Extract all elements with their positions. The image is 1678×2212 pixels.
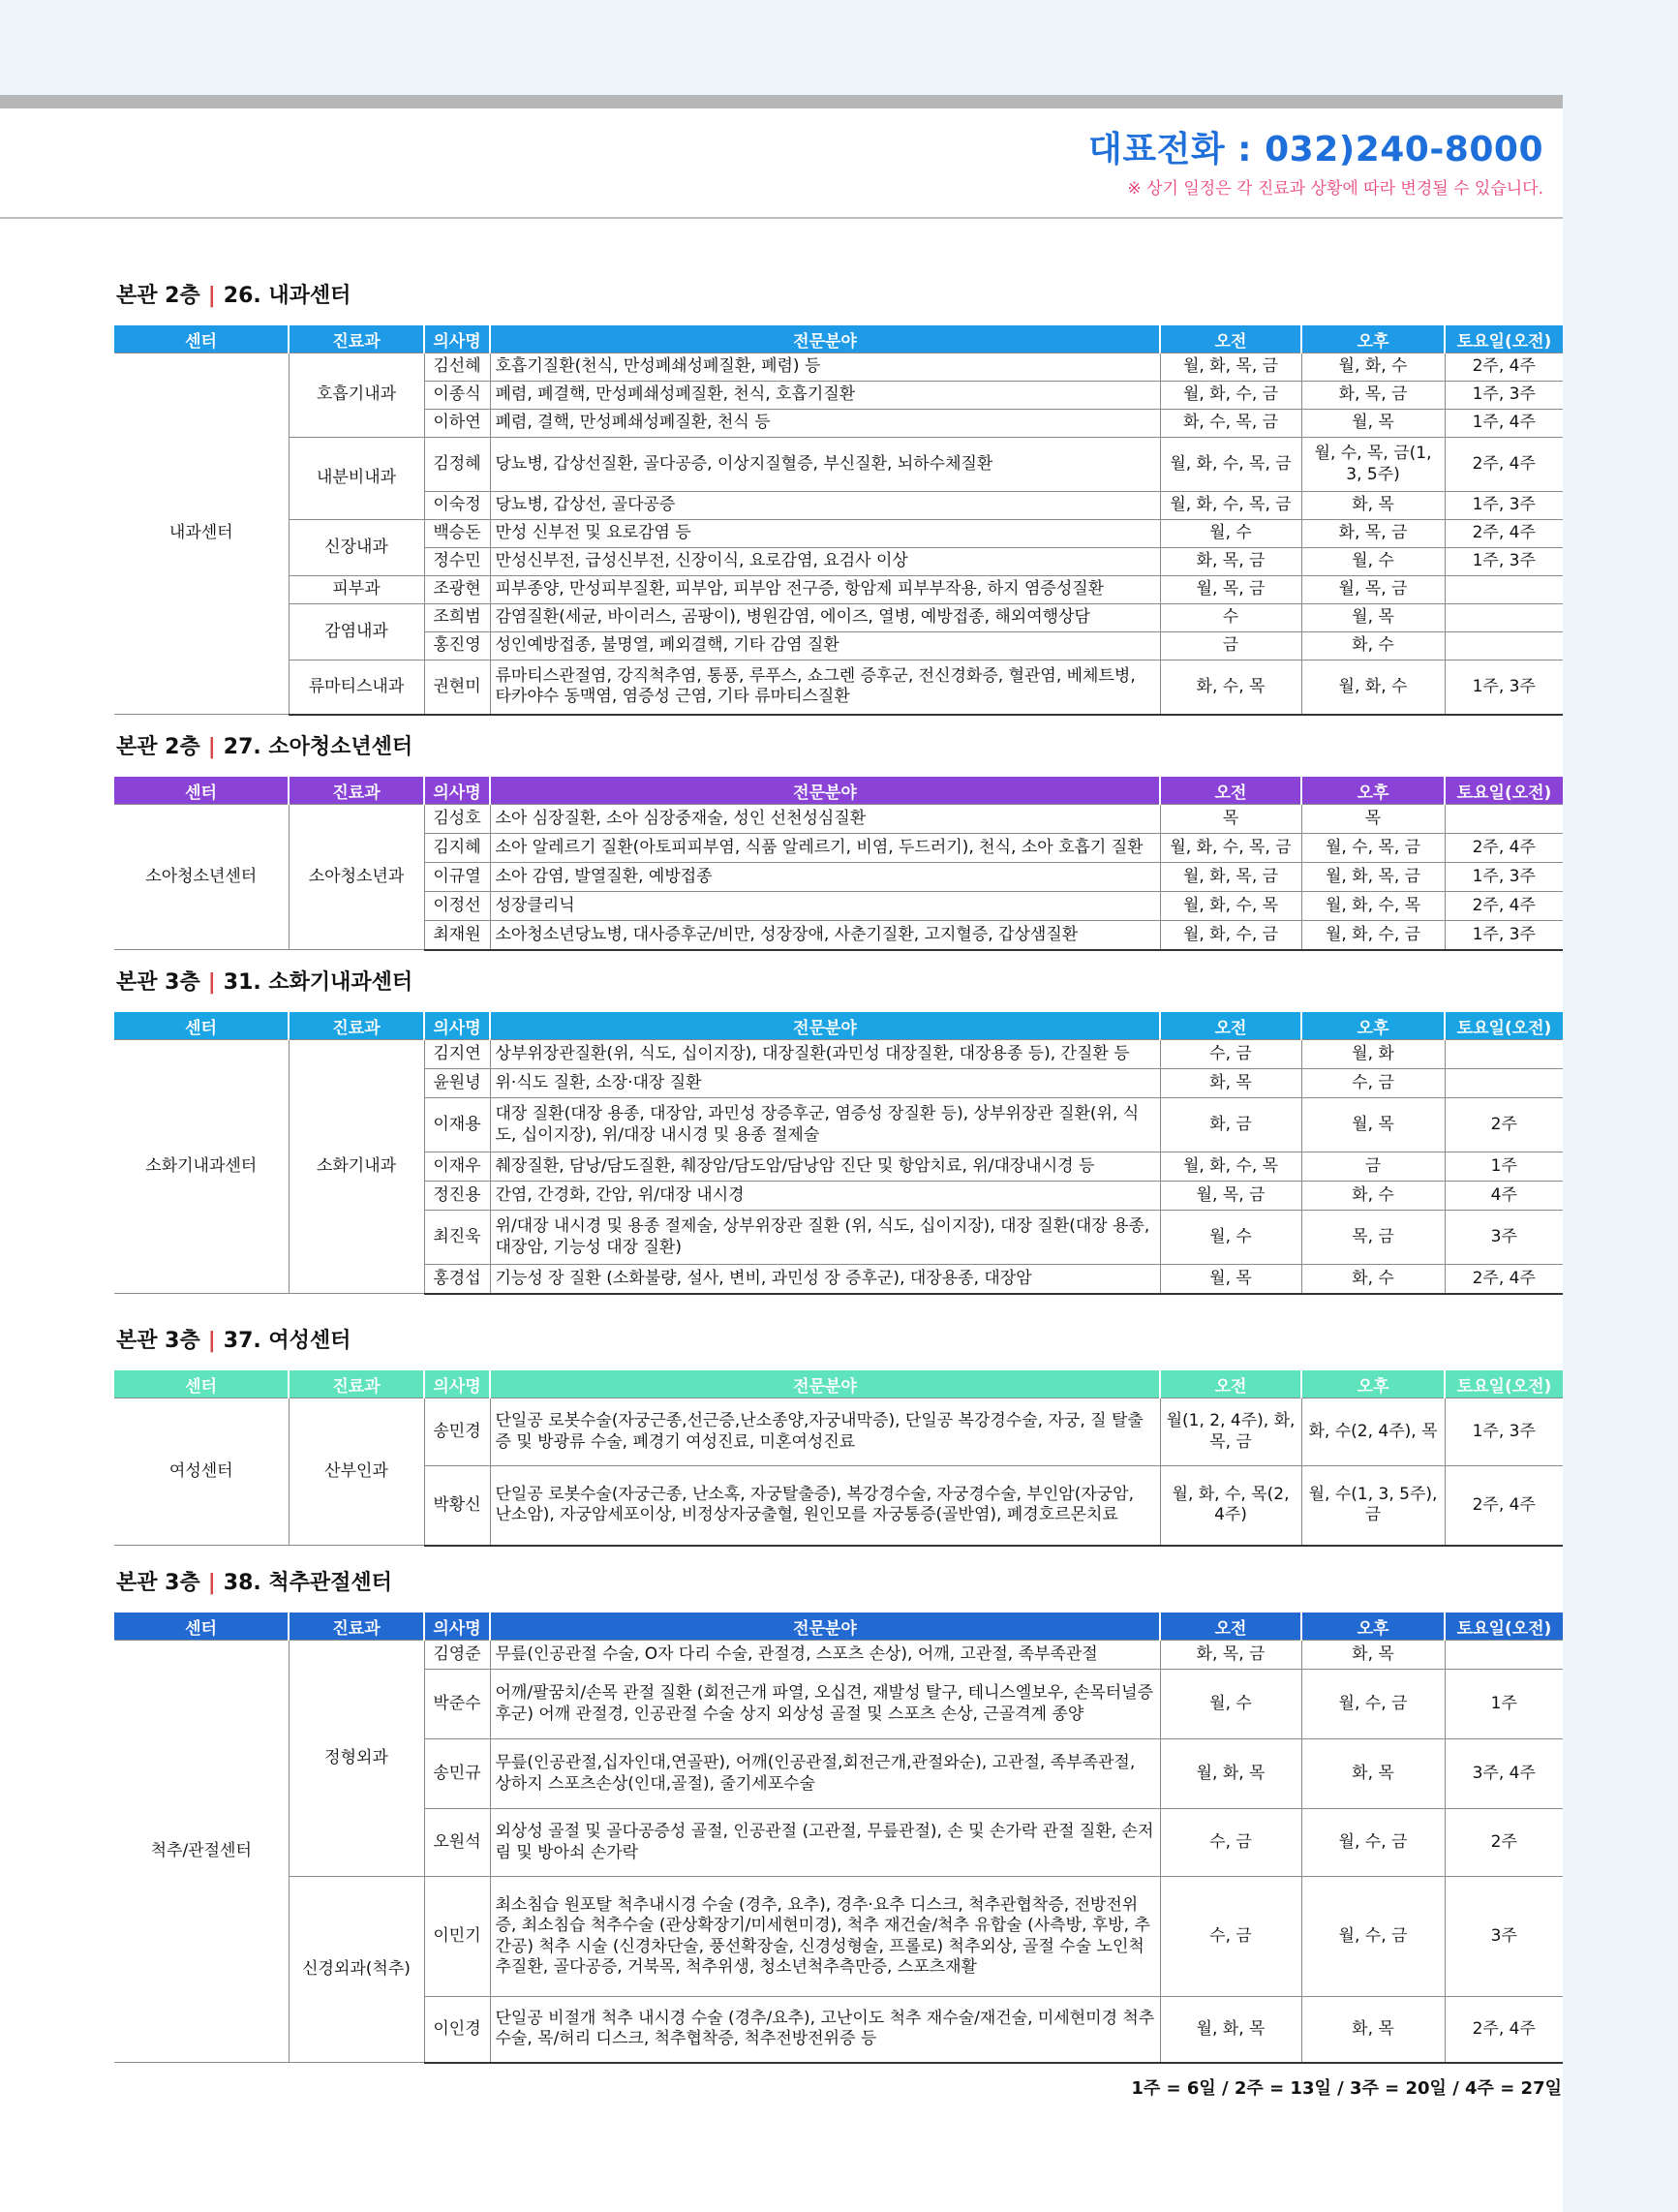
center-cell: 척추/관절센터: [114, 1641, 289, 2063]
specialty-cell: 단일공 로봇수술(자궁근종,선근증,난소종양,자궁내막증), 단일공 복강경수술, 자궁, 질 탈출증 및 방광류 수술, 폐경기 여성진료, 미혼여성진료: [490, 1398, 1160, 1466]
am-cell: 월, 목, 금: [1160, 576, 1301, 604]
doctor-cell: 박황신: [424, 1466, 490, 1546]
col-pm: 오후: [1301, 777, 1445, 805]
specialty-cell: 소아 심장질환, 소아 심장중재술, 성인 선천성심질환: [490, 805, 1160, 834]
doctor-cell: 홍진영: [424, 632, 490, 661]
pm-cell: 월, 화: [1301, 1040, 1445, 1069]
dept-cell: 소화기내과: [289, 1040, 424, 1294]
sat-cell: 1주, 4주: [1445, 410, 1563, 438]
col-pm: 오후: [1301, 325, 1445, 353]
col-pm: 오후: [1301, 1012, 1445, 1040]
specialty-cell: 단일공 로봇수술(자궁근종, 난소혹, 자궁탈출증), 복강경수술, 자궁경수술, 부인암(자궁암, 난소암), 자궁암세포이상, 비정상자궁출혈, 원인모를 자궁통증(골반염), 폐경호르몬치료: [490, 1466, 1160, 1546]
am-cell: 월, 화, 목, 금: [1160, 353, 1301, 382]
center-name: 38. 척추관절센터: [223, 1571, 392, 1595]
table-row: [114, 661, 1563, 715]
am-cell: 월, 화, 수, 목, 금: [1160, 834, 1301, 863]
pm-cell: 화, 목, 금: [1301, 520, 1445, 548]
pm-cell: 화, 수: [1301, 1265, 1445, 1294]
top-band: [0, 0, 1678, 95]
sat-cell: 1주: [1445, 1670, 1563, 1739]
title-separator: |: [207, 970, 216, 995]
table-row: [114, 1877, 1563, 1997]
top-divider: [0, 95, 1563, 108]
col-saturday: 토요일(오전): [1445, 777, 1563, 805]
pm-cell: 화, 목, 금: [1301, 382, 1445, 410]
center-cell: 소화기내과센터: [114, 1040, 289, 1294]
pm-cell: 월, 수, 금: [1301, 1670, 1445, 1739]
pm-cell: 월, 수, 목, 금: [1301, 834, 1445, 863]
table-row: [114, 805, 1563, 834]
right-margin: [1563, 95, 1678, 2212]
am-cell: 금: [1160, 632, 1301, 661]
header: [0, 108, 1563, 219]
pm-cell: 월, 화, 수: [1301, 661, 1445, 715]
col-am: 오전: [1160, 1012, 1301, 1040]
doctor-cell: 오원석: [424, 1809, 490, 1877]
section-title: [116, 279, 351, 309]
col-specialty: 전문분야: [490, 1370, 1160, 1398]
doctor-cell: 송민규: [424, 1739, 490, 1809]
col-dept: 진료과: [289, 325, 424, 353]
sat-cell: [1445, 1069, 1563, 1098]
am-cell: 월, 화, 수, 목, 금: [1160, 438, 1301, 492]
pm-cell: 목, 금: [1301, 1211, 1445, 1265]
sat-cell: 1주, 3주: [1445, 921, 1563, 950]
table-header-row: [114, 777, 1563, 805]
pm-cell: 목: [1301, 805, 1445, 834]
specialty-cell: 단일공 비절개 척추 내시경 수술 (경추/요추), 고난이도 척추 재수술/재건술, 미세현미경 척추수술, 목/허리 디스크, 척추협착증, 척추전방전위증 등: [490, 1997, 1160, 2063]
pm-cell: 화, 목: [1301, 492, 1445, 520]
doctor-cell: 윤원녕: [424, 1069, 490, 1098]
specialty-cell: 성인예방접종, 불명열, 폐외결핵, 기타 감염 질환: [490, 632, 1160, 661]
col-dept: 진료과: [289, 1613, 424, 1641]
specialty-cell: 감염질환(세균, 바이러스, 곰팡이), 병원감염, 에이즈, 열병, 예방접종, 해외여행상담: [490, 604, 1160, 632]
doctor-cell: 박준수: [424, 1670, 490, 1739]
specialty-cell: 최소침습 원포탈 척추내시경 수술 (경추, 요추), 경추·요추 디스크, 척추관협착증, 전방전위증, 최소침습 척추수술 (관상확장기/미세현미경), 척추 재건술/척추 유합술 (사측방, 후방, 추간공) 척추 시술 (신경차단술, 풍선확장술, 신경성형술, 프롤로) 척추외상, 골절 수술 노인척추질환, 골다공증, 거북목, 척추위생, 청소년척추측만증, 스포츠재활: [490, 1877, 1160, 1997]
col-saturday: 토요일(오전): [1445, 1613, 1563, 1641]
specialty-cell: 기능성 장 질환 (소화불량, 설사, 변비, 과민성 장 증후군), 대장용종, 대장암: [490, 1265, 1160, 1294]
specialty-cell: 만성신부전, 급성신부전, 신장이식, 요로감염, 요검사 이상: [490, 548, 1160, 576]
am-cell: 월, 화, 수, 금: [1160, 382, 1301, 410]
am-cell: 월, 수: [1160, 520, 1301, 548]
pm-cell: 월, 수, 금: [1301, 1809, 1445, 1877]
col-pm: 오후: [1301, 1613, 1445, 1641]
sat-cell: 2주, 4주: [1445, 438, 1563, 492]
col-center: 센터: [114, 777, 289, 805]
col-am: 오전: [1160, 1370, 1301, 1398]
sat-cell: [1445, 1040, 1563, 1069]
doctor-cell: 이종식: [424, 382, 490, 410]
pm-cell: 화, 수(2, 4주), 목: [1301, 1398, 1445, 1466]
schedule-table-internal: [114, 325, 1563, 716]
pm-cell: 수, 금: [1301, 1069, 1445, 1098]
specialty-cell: 만성 신부전 및 요로감염 등: [490, 520, 1160, 548]
doctor-cell: 김성호: [424, 805, 490, 834]
am-cell: 월, 수: [1160, 1670, 1301, 1739]
col-doctor: 의사명: [424, 1012, 490, 1040]
col-pm: 오후: [1301, 1370, 1445, 1398]
pm-cell: 월, 수(1, 3, 5주), 금: [1301, 1466, 1445, 1546]
table-row: [114, 520, 1563, 548]
am-cell: 월, 화, 수, 목, 금: [1160, 492, 1301, 520]
sat-cell: 1주, 3주: [1445, 1398, 1563, 1466]
pm-cell: 화, 목: [1301, 1641, 1445, 1670]
doctor-cell: 송민경: [424, 1398, 490, 1466]
sat-cell: 2주, 4주: [1445, 353, 1563, 382]
doctor-cell: 백승돈: [424, 520, 490, 548]
center-name: 37. 여성센터: [223, 1329, 351, 1353]
doctor-cell: 정진용: [424, 1182, 490, 1211]
doctor-cell: 이정선: [424, 892, 490, 921]
doctor-cell: 김정혜: [424, 438, 490, 492]
specialty-cell: 췌장질환, 담낭/담도질환, 췌장암/담도암/담낭암 진단 및 항암치료, 위/대장내시경 등: [490, 1152, 1160, 1182]
am-cell: 월, 화, 수, 목(2, 4주): [1160, 1466, 1301, 1546]
col-specialty: 전문분야: [490, 777, 1160, 805]
dept-cell: 호흡기내과: [289, 353, 424, 438]
am-cell: 화, 목, 금: [1160, 1641, 1301, 1670]
am-cell: 월, 목, 금: [1160, 1182, 1301, 1211]
am-cell: 월, 화, 수, 금: [1160, 921, 1301, 950]
section-title: [116, 1566, 392, 1596]
am-cell: 월, 화, 목: [1160, 1997, 1301, 2063]
center-name: 31. 소화기내과센터: [223, 970, 413, 995]
pm-cell: 월, 목: [1301, 1098, 1445, 1152]
am-cell: 월, 화, 목, 금: [1160, 863, 1301, 892]
col-doctor: 의사명: [424, 325, 490, 353]
sat-cell: [1445, 1641, 1563, 1670]
am-cell: 목: [1160, 805, 1301, 834]
sat-cell: 3주: [1445, 1877, 1563, 1997]
dept-cell: 소아청소년과: [289, 805, 424, 950]
specialty-cell: 상부위장관질환(위, 식도, 십이지장), 대장질환(과민성 대장질환, 대장용종 등), 간질환 등: [490, 1040, 1160, 1069]
section-title: [116, 730, 412, 760]
specialty-cell: 무릎(인공관절 수술, O자 다리 수술, 관절경, 스포츠 손상), 어깨, 고관절, 족부족관절: [490, 1641, 1160, 1670]
col-am: 오전: [1160, 325, 1301, 353]
am-cell: 화, 수, 목, 금: [1160, 410, 1301, 438]
specialty-cell: 위·식도 질환, 소장·대장 질환: [490, 1069, 1160, 1098]
doctor-cell: 조광현: [424, 576, 490, 604]
pm-cell: 월, 목: [1301, 410, 1445, 438]
col-saturday: 토요일(오전): [1445, 1370, 1563, 1398]
col-doctor: 의사명: [424, 1613, 490, 1641]
am-cell: 수, 금: [1160, 1877, 1301, 1997]
week-legend: 1주 = 6일 / 2주 = 13일 / 3주 = 20일 / 4주 = 27일: [1131, 2078, 1562, 2099]
table-header-row: [114, 1613, 1563, 1641]
pm-cell: 월, 화, 수: [1301, 353, 1445, 382]
sat-cell: 1주, 3주: [1445, 863, 1563, 892]
specialty-cell: 호흡기질환(천식, 만성폐쇄성폐질환, 폐렴) 등: [490, 353, 1160, 382]
floor-label: 본관 3층: [116, 1571, 200, 1595]
pm-cell: 화, 수: [1301, 1182, 1445, 1211]
specialty-cell: 당뇨병, 갑상선, 골다공증: [490, 492, 1160, 520]
title-separator: |: [207, 735, 216, 759]
table-row: [114, 576, 1563, 604]
col-center: 센터: [114, 325, 289, 353]
sat-cell: 2주, 4주: [1445, 834, 1563, 863]
table-header-row: [114, 325, 1563, 353]
center-name: 27. 소아청소년센터: [223, 735, 413, 759]
am-cell: 월, 화, 목: [1160, 1739, 1301, 1809]
col-doctor: 의사명: [424, 1370, 490, 1398]
col-specialty: 전문분야: [490, 1012, 1160, 1040]
pm-cell: 월, 화, 수, 금: [1301, 921, 1445, 950]
am-cell: 월, 목: [1160, 1265, 1301, 1294]
doctor-cell: 이재용: [424, 1098, 490, 1152]
sat-cell: 2주: [1445, 1098, 1563, 1152]
schedule-table-spine: [114, 1613, 1563, 2064]
section-title: [116, 966, 412, 996]
sat-cell: 3주, 4주: [1445, 1739, 1563, 1809]
specialty-cell: 소아 감염, 발열질환, 예방접종: [490, 863, 1160, 892]
am-cell: 화, 수, 목: [1160, 661, 1301, 715]
am-cell: 월, 수: [1160, 1211, 1301, 1265]
col-center: 센터: [114, 1613, 289, 1641]
am-cell: 수: [1160, 604, 1301, 632]
doctor-cell: 이규열: [424, 863, 490, 892]
col-doctor: 의사명: [424, 777, 490, 805]
doctor-cell: 권현미: [424, 661, 490, 715]
doctor-cell: 김지혜: [424, 834, 490, 863]
doctor-cell: 최재원: [424, 921, 490, 950]
col-center: 센터: [114, 1370, 289, 1398]
col-dept: 진료과: [289, 777, 424, 805]
am-cell: 화, 목, 금: [1160, 548, 1301, 576]
pm-cell: 월, 수, 목, 금(1, 3, 5주): [1301, 438, 1445, 492]
sat-cell: 1주: [1445, 1152, 1563, 1182]
specialty-cell: 류마티스관절염, 강직척추염, 통풍, 루푸스, 쇼그렌 증후군, 전신경화증, 혈관염, 베체트병, 타카야수 동맥염, 염증성 근염, 기타 류마티스질환: [490, 661, 1160, 715]
sat-cell: 2주, 4주: [1445, 1997, 1563, 2063]
main-phone: 대표전화 : 032)240-8000: [1088, 130, 1543, 169]
schedule-notice: ※ 상기 일정은 각 진료과 상황에 따라 변경될 수 있습니다.: [1127, 179, 1543, 199]
pm-cell: 월, 화, 목, 금: [1301, 863, 1445, 892]
pm-cell: 월, 화, 수, 목: [1301, 892, 1445, 921]
table-row: [114, 353, 1563, 382]
title-separator: |: [207, 284, 216, 308]
table-row: [114, 1641, 1563, 1670]
sat-cell: 1주, 3주: [1445, 382, 1563, 410]
schedule-table-women: [114, 1370, 1563, 1547]
center-name: 26. 내과센터: [223, 284, 351, 308]
sat-cell: 1주, 3주: [1445, 492, 1563, 520]
dept-cell: 류마티스내과: [289, 661, 424, 715]
table-header-row: [114, 1370, 1563, 1398]
sat-cell: [1445, 632, 1563, 661]
am-cell: 수, 금: [1160, 1809, 1301, 1877]
table-row: [114, 604, 1563, 632]
col-dept: 진료과: [289, 1370, 424, 1398]
am-cell: 수, 금: [1160, 1040, 1301, 1069]
floor-label: 본관 3층: [116, 970, 200, 995]
col-center: 센터: [114, 1012, 289, 1040]
col-am: 오전: [1160, 1613, 1301, 1641]
am-cell: 월, 화, 수, 목: [1160, 892, 1301, 921]
sat-cell: 2주, 4주: [1445, 520, 1563, 548]
sat-cell: 3주: [1445, 1211, 1563, 1265]
dept-cell: 내분비내과: [289, 438, 424, 520]
specialty-cell: 무릎(인공관절,십자인대,연골판), 어깨(인공관절,회전근개,관절와순), 고관절, 족부족관절, 상하지 스포츠손상(인대,골절), 줄기세포수술: [490, 1739, 1160, 1809]
col-specialty: 전문분야: [490, 325, 1160, 353]
floor-label: 본관 2층: [116, 284, 200, 308]
doctor-cell: 정수민: [424, 548, 490, 576]
doctor-cell: 이하연: [424, 410, 490, 438]
schedule-table-pediatrics: [114, 777, 1563, 951]
specialty-cell: 피부종양, 만성피부질환, 피부암, 피부암 전구증, 항암제 피부부작용, 하지 염증성질환: [490, 576, 1160, 604]
doctor-cell: 이민기: [424, 1877, 490, 1997]
doctor-cell: 조희범: [424, 604, 490, 632]
specialty-cell: 간염, 간경화, 간암, 위/대장 내시경: [490, 1182, 1160, 1211]
doctor-cell: 홍경섭: [424, 1265, 490, 1294]
sat-cell: 2주, 4주: [1445, 892, 1563, 921]
doctor-cell: 최진욱: [424, 1211, 490, 1265]
pm-cell: 화, 목: [1301, 1739, 1445, 1809]
specialty-cell: 당뇨병, 갑상선질환, 골다공증, 이상지질혈증, 부신질환, 뇌하수체질환: [490, 438, 1160, 492]
doctor-cell: 이인경: [424, 1997, 490, 2063]
sat-cell: [1445, 576, 1563, 604]
doctor-cell: 김지연: [424, 1040, 490, 1069]
pm-cell: 월, 수: [1301, 548, 1445, 576]
col-saturday: 토요일(오전): [1445, 1012, 1563, 1040]
sat-cell: [1445, 805, 1563, 834]
pm-cell: 화, 목: [1301, 1997, 1445, 2063]
center-cell: 내과센터: [114, 353, 289, 715]
am-cell: 화, 금: [1160, 1098, 1301, 1152]
doctor-cell: 김영준: [424, 1641, 490, 1670]
schedule-table-gastro: [114, 1012, 1563, 1295]
floor-label: 본관 3층: [116, 1329, 200, 1353]
dept-cell: 산부인과: [289, 1398, 424, 1546]
sat-cell: 2주, 4주: [1445, 1466, 1563, 1546]
pm-cell: 월, 목: [1301, 604, 1445, 632]
dept-cell: 피부과: [289, 576, 424, 604]
specialty-cell: 폐렴, 결핵, 만성폐쇄성폐질환, 천식 등: [490, 410, 1160, 438]
sat-cell: 4주: [1445, 1182, 1563, 1211]
title-separator: |: [207, 1571, 216, 1595]
sat-cell: 2주, 4주: [1445, 1265, 1563, 1294]
doctor-cell: 이재우: [424, 1152, 490, 1182]
am-cell: 화, 목: [1160, 1069, 1301, 1098]
specialty-cell: 어깨/팔꿈치/손목 관절 질환 (회전근개 파열, 오십견, 재발성 탈구, 테니스엘보우, 손목터널증후군) 어깨 관절경, 인공관절 수술 상지 외상성 골절 및 스포츠 손상, 근골격계 종양: [490, 1670, 1160, 1739]
sat-cell: 1주, 3주: [1445, 661, 1563, 715]
title-separator: |: [207, 1329, 216, 1353]
pm-cell: 금: [1301, 1152, 1445, 1182]
specialty-cell: 대장 질환(대장 용종, 대장암, 과민성 장증후군, 염증성 장질환 등), 상부위장관 질환(위, 식도, 십이지장), 위/대장 내시경 및 용종 절제술: [490, 1098, 1160, 1152]
pm-cell: 화, 수: [1301, 632, 1445, 661]
table-row: [114, 1040, 1563, 1069]
specialty-cell: 폐렴, 폐결핵, 만성폐쇄성폐질환, 천식, 호흡기질환: [490, 382, 1160, 410]
col-specialty: 전문분야: [490, 1613, 1160, 1641]
doctor-cell: 이숙정: [424, 492, 490, 520]
dept-cell: 정형외과: [289, 1641, 424, 1877]
col-am: 오전: [1160, 777, 1301, 805]
table-header-row: [114, 1012, 1563, 1040]
dept-cell: 감염내과: [289, 604, 424, 661]
table-row: [114, 438, 1563, 492]
col-dept: 진료과: [289, 1012, 424, 1040]
sat-cell: [1445, 604, 1563, 632]
sat-cell: 2주: [1445, 1809, 1563, 1877]
specialty-cell: 소아청소년당뇨병, 대사증후군/비만, 성장장애, 사춘기질환, 고지혈증, 갑상샘질환: [490, 921, 1160, 950]
specialty-cell: 외상성 골절 및 골다공증성 골절, 인공관절 (고관절, 무릎관절), 손 및 손가락 관절 질환, 손저림 및 방아쇠 손가락: [490, 1809, 1160, 1877]
pm-cell: 월, 목, 금: [1301, 576, 1445, 604]
sat-cell: 1주, 3주: [1445, 548, 1563, 576]
table-row: [114, 1398, 1563, 1466]
specialty-cell: 성장클리닉: [490, 892, 1160, 921]
floor-label: 본관 2층: [116, 735, 200, 759]
dept-cell: 신경외과(척추): [289, 1877, 424, 2063]
pm-cell: 월, 수, 금: [1301, 1877, 1445, 1997]
center-cell: 소아청소년센터: [114, 805, 289, 950]
col-saturday: 토요일(오전): [1445, 325, 1563, 353]
doctor-cell: 김선혜: [424, 353, 490, 382]
dept-cell: 신장내과: [289, 520, 424, 576]
specialty-cell: 위/대장 내시경 및 용종 절제술, 상부위장관 질환 (위, 식도, 십이지장), 대장 질환(대장 용종, 대장암, 기능성 대장 질환): [490, 1211, 1160, 1265]
am-cell: 월(1, 2, 4주), 화, 목, 금: [1160, 1398, 1301, 1466]
specialty-cell: 소아 알레르기 질환(아토피피부염, 식품 알레르기, 비염, 두드러기), 천식, 소아 호흡기 질환: [490, 834, 1160, 863]
center-cell: 여성센터: [114, 1398, 289, 1546]
am-cell: 월, 화, 수, 목: [1160, 1152, 1301, 1182]
section-title: [116, 1324, 351, 1354]
